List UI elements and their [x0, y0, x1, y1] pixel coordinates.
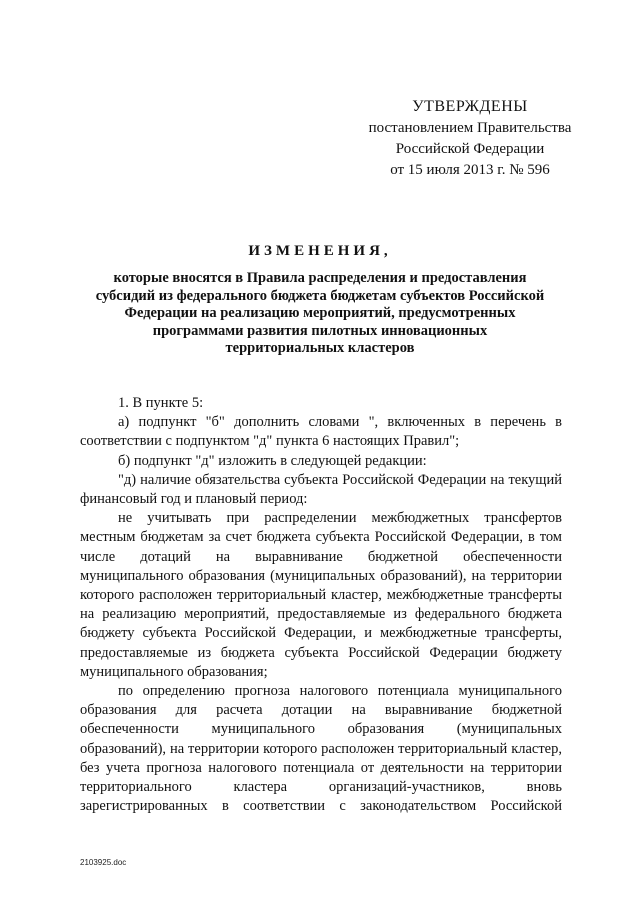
- document-title: ИЗМЕНЕНИЯ,: [248, 243, 392, 259]
- document-subtitle: [80, 270, 560, 358]
- body-paragraph: а) подпункт "б" дополнить словами ", включенных в перечень в соответствии с подпунктом "д" пункта 6 настоящих Правил";: [80, 414, 562, 450]
- body-paragraph: по определению прогноза налогового потенциала муниципального образования для расчета дотации на выравнивание бюджетной обеспеченности муниципального образования (муниципальных образований), на территории которого расположен территориальный кластер, без учета прогноза налогового потенциала от деятельности на территории территориального кластера организаций-участников, вновь зарегистрированных в соответствии с законодательством Российской: [80, 683, 562, 815]
- approval-line-2: Российской Федерации: [395, 141, 545, 157]
- document-body: [80, 394, 562, 816]
- body-paragraph: не учитывать при распределении межбюджетных трансфертов местным бюджетам за счет бюджета субъекта Российской Федерации, в том числе дотаций на выравнивание бюджетной обеспеченности муниципального образования (муниципальных образований), на территории которого расположен территориальный кластер, межбюджетные трансферты на реализацию мероприятий, предоставляемые из федерального бюджета бюджету субъекта Российской Федерации, и межбюджетные трансферты, предоставляемые из бюджета субъекта Российской Федерации бюджету муниципального образования;: [80, 510, 562, 680]
- subtitle-line: программами развития пилотных инновационных: [152, 322, 488, 339]
- body-paragraph: 1. В пункте 5:: [118, 395, 204, 411]
- subtitle-line: Федерации на реализацию мероприятий, предусмотренных: [124, 305, 516, 321]
- body-paragraph: б) подпункт "д" изложить в следующей редакции:: [118, 452, 427, 469]
- file-name-footer: 2103925.doc: [80, 858, 127, 867]
- approval-line-3: от 15 июля 2013 г. № 596: [390, 162, 550, 178]
- subtitle-line: территориальных кластеров: [225, 340, 415, 356]
- subtitle-line: субсидий из федерального бюджета бюджетам субъектов Российской: [95, 287, 545, 304]
- approval-line-1: постановлением Правительства: [368, 120, 572, 136]
- body-paragraph: "д) наличие обязательства субъекта Российской Федерации на текущий финансовый год и плановый период:: [80, 471, 562, 508]
- subtitle-line: которые вносятся в Правила распределения и предоставления: [113, 270, 527, 286]
- approval-heading: УТВЕРЖДЕНЫ: [412, 98, 528, 115]
- approval-block: [340, 96, 600, 181]
